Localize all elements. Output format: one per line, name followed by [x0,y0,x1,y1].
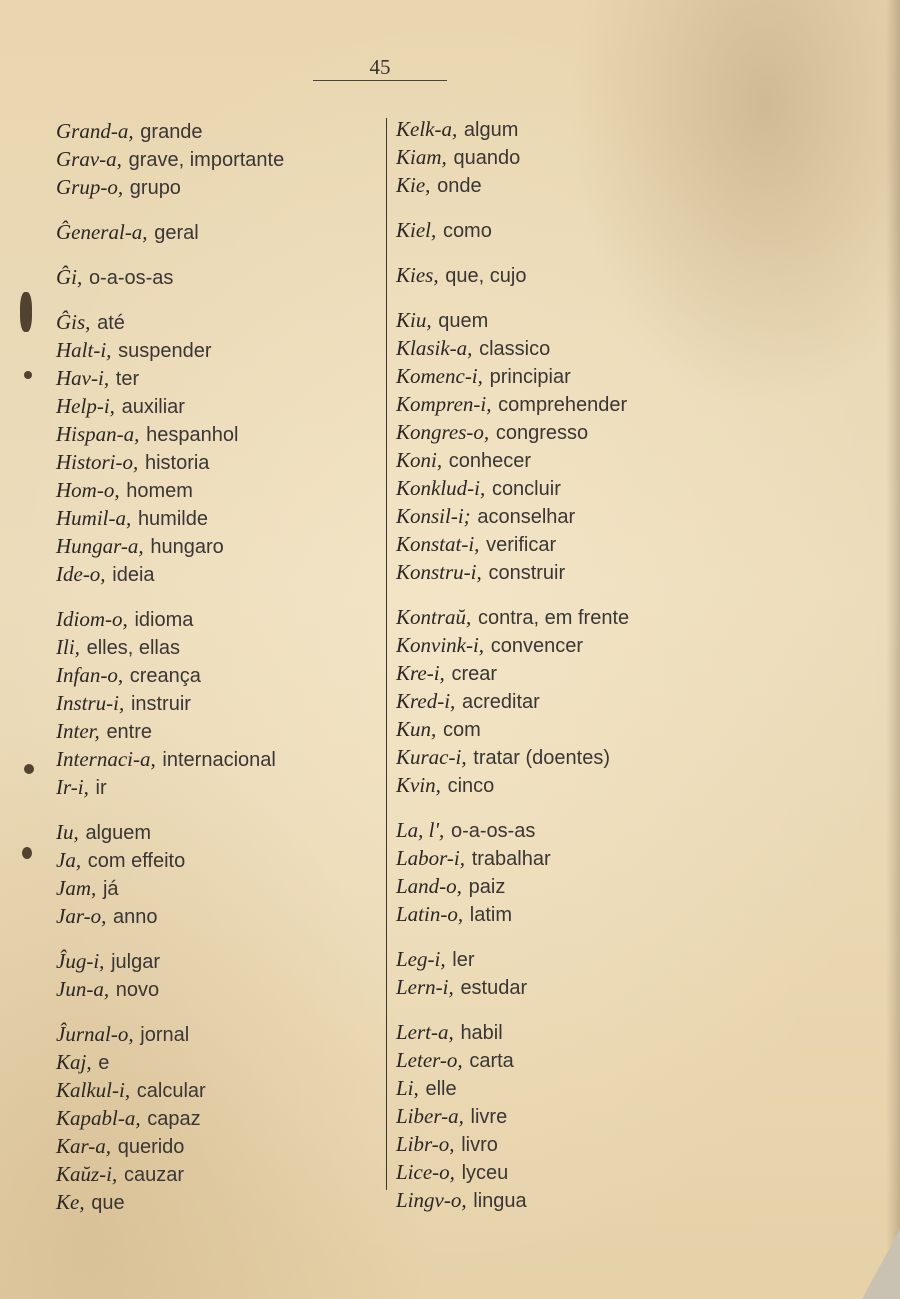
entry-term: Iu, [56,820,79,844]
dictionary-entry [56,661,376,689]
entry-gloss: acreditar [462,691,540,713]
entry-gloss: lingua [473,1190,527,1212]
entry-term: Hispan-a, [56,422,140,446]
dictionary-entry [396,171,716,199]
dictionary-entry [56,773,376,801]
dictionary-entry [56,717,376,745]
entry-term: Hav-i, [56,366,110,390]
entry-term: Kies, [396,263,439,287]
entry-term: Instru-i, [56,691,125,715]
dictionary-entry [56,420,376,448]
entry-term: Ir-i, [56,775,89,799]
entry-gloss: congresso [495,422,589,444]
dictionary-entry [56,902,376,930]
dictionary-entry [56,1104,376,1132]
entry-gloss: que, cujo [445,265,527,287]
dictionary-entry [56,117,376,145]
dictionary-entry [56,1160,376,1188]
entry-gloss: até [97,312,125,334]
entry-term: Hom-o, [56,478,120,502]
entry-term: Hungar-a, [56,534,144,558]
entry-gloss: como [442,220,492,242]
entry-gloss: concluir [491,478,561,500]
entry-gloss: julgar [111,951,161,973]
entry-gloss: geral [154,222,199,244]
dictionary-entry [56,392,376,420]
dictionary-entry [56,448,376,476]
left-column [56,117,376,1216]
entry-term: Kompren-i, [396,392,492,416]
entry-term: Labor-i, [396,846,466,870]
dictionary-entry [396,631,716,659]
dictionary-entry [396,1046,716,1074]
entry-gloss: quando [453,147,521,169]
dictionary-entry [396,334,716,362]
entry-term: Klasik-a, [396,336,473,360]
dictionary-entry [56,532,376,560]
dictionary-entry [56,218,376,246]
entry-gloss: cinco [447,775,495,797]
dictionary-entry [56,689,376,717]
entry-gloss: crear [451,663,498,685]
entry-term: Land-o, [396,874,462,898]
entry-term: Konvink-i, [396,633,485,657]
entry-term: Kaj, [56,1050,92,1074]
entry-term: La, l', [396,818,445,842]
entry-gloss: conhecer [448,450,532,472]
entry-term: Ĵug-i, [56,949,105,973]
dictionary-entry [396,115,716,143]
entry-gloss: jornal [140,1024,190,1046]
entry-gloss: lyceu [461,1162,509,1184]
entry-term: Kaŭz-i, [56,1162,118,1186]
dictionary-entry [56,605,376,633]
entry-gloss: convencer [490,635,584,657]
entry-gloss: trabalhar [471,848,551,870]
column-divider [386,118,387,1190]
entry-gloss: alguem [85,822,152,844]
entry-term: Lert-a, [396,1020,454,1044]
dictionary-entry [56,173,376,201]
entry-term: Konsil-i; [396,504,471,528]
entry-term: Komenc-i, [396,364,483,388]
entry-gloss: que [91,1192,125,1214]
dictionary-entry [396,1018,716,1046]
entry-gloss: paiz [468,876,506,898]
entry-gloss: livro [461,1134,498,1156]
entry-gloss: internacional [162,749,276,771]
entry-term: Ĝis, [56,310,91,334]
entry-gloss: grande [140,121,203,143]
header-rule [313,80,447,81]
dictionary-entry [396,1158,716,1186]
entry-term: Help-i, [56,394,115,418]
dictionary-entry [56,560,376,588]
entry-gloss: onde [437,175,482,197]
dictionary-entry [396,502,716,530]
entry-gloss: humilde [137,508,208,530]
dictionary-entry [56,874,376,902]
entry-gloss: contra, em frente [477,607,630,629]
dictionary-entry [396,945,716,973]
entry-term: Kar-a, [56,1134,112,1158]
entry-term: Inter, [56,719,100,743]
dictionary-entry [56,145,376,173]
dictionary-entry [396,1186,716,1214]
dictionary-entry [56,975,376,1003]
dictionary-entry [56,818,376,846]
entry-gloss: anno [113,906,158,928]
entry-gloss: grupo [129,177,181,199]
entry-term: Kiu, [396,308,432,332]
entry-term: Kiam, [396,145,447,169]
entry-term: Lingv-o, [396,1188,467,1212]
dictionary-entry [56,1048,376,1076]
entry-gloss: com [442,719,481,741]
entry-gloss: quem [438,310,489,332]
dictionary-entry [396,216,716,244]
entry-gloss: carta [469,1050,514,1072]
dictionary-entry [396,816,716,844]
entry-gloss: elle [425,1078,457,1100]
dictionary-entry [396,1130,716,1158]
entry-term: Konstat-i, [396,532,480,556]
entry-gloss: com effeito [87,850,186,872]
entry-term: Grand-a, [56,119,134,143]
dictionary-entry [396,687,716,715]
dictionary-entry [56,336,376,364]
entry-term: Latin-o, [396,902,464,926]
torn-corner [862,1229,900,1299]
dictionary-entry [56,1020,376,1048]
entry-term: Ja, [56,848,82,872]
entry-term: Koni, [396,448,443,472]
dictionary-entry [396,306,716,334]
entry-term: Grav-a, [56,147,122,171]
entry-gloss: principiar [489,366,571,388]
ink-stain [24,764,34,774]
dictionary-entry [396,715,716,743]
entry-gloss: algum [463,119,519,141]
dictionary-entry [396,743,716,771]
entry-gloss: homem [126,480,193,502]
entry-term: Jun-a, [56,977,110,1001]
entry-gloss: o-a-os-as [88,267,174,289]
entry-gloss: o-a-os-as [450,820,536,842]
entry-gloss: classico [479,338,551,360]
dictionary-entry [396,659,716,687]
entry-gloss: instruir [130,693,191,715]
entry-gloss: historia [144,452,210,474]
right-column [396,115,716,1214]
entry-gloss: comprehender [498,394,628,416]
entry-term: Humil-a, [56,506,132,530]
dictionary-entry [396,603,716,631]
entry-term: Histori-o, [56,450,139,474]
entry-gloss: tratar (doentes) [473,747,610,769]
dictionary-entry [396,973,716,1001]
entry-term: Lice-o, [396,1160,455,1184]
dictionary-entry [396,474,716,502]
dictionary-entry [56,308,376,336]
entry-term: Kun, [396,717,437,741]
dictionary-entry [396,530,716,558]
entry-term: Idiom-o, [56,607,128,631]
entry-gloss: estudar [460,977,528,999]
entry-term: Infan-o, [56,663,124,687]
entry-gloss: querido [117,1136,185,1158]
entry-gloss: ideia [112,564,155,586]
entry-term: Leg-i, [396,947,446,971]
entry-term: Kre-i, [396,661,445,685]
page-number: 45 [369,55,391,79]
dictionary-entry [396,261,716,289]
entry-term: Ide-o, [56,562,106,586]
dictionary-entry [396,362,716,390]
entry-term: Kie, [396,173,431,197]
entry-gloss: capaz [147,1108,201,1130]
entry-term: Kred-i, [396,689,456,713]
entry-term: Halt-i, [56,338,112,362]
entry-gloss: hungaro [150,536,224,558]
ink-stain [22,847,32,859]
dictionary-entry [396,446,716,474]
entry-term: Ili, [56,635,80,659]
entry-gloss: verificar [486,534,557,556]
entry-gloss: aconselhar [477,506,576,528]
ink-stain [24,371,32,379]
dictionary-entry [396,558,716,586]
dictionary-entry [56,846,376,874]
entry-term: Leter-o, [396,1048,463,1072]
dictionary-entry [396,872,716,900]
dictionary-entry [56,1076,376,1104]
entry-gloss: novo [115,979,160,1001]
entry-term: Kurac-i, [396,745,467,769]
entry-term: Liber-a, [396,1104,464,1128]
entry-gloss: e [98,1052,110,1074]
dictionary-entry [56,633,376,661]
entry-gloss: hespanhol [146,424,239,446]
entry-term: Konklud-i, [396,476,486,500]
entry-gloss: auxiliar [121,396,185,418]
entry-gloss: já [102,878,119,900]
entry-term: Kongres-o, [396,420,490,444]
dictionary-entry [56,947,376,975]
entry-term: Jam, [56,876,97,900]
dictionary-entry [396,1102,716,1130]
entry-gloss: idioma [134,609,194,631]
entry-gloss: cauzar [123,1164,184,1186]
entry-term: Ĵurnal-o, [56,1022,134,1046]
entry-term: Kvin, [396,773,441,797]
entry-gloss: latim [469,904,513,926]
entry-term: Lern-i, [396,975,454,999]
entry-term: Kapabl-a, [56,1106,141,1130]
page-edge-shadow [886,0,900,1299]
dictionary-entry [56,1188,376,1216]
entry-term: Konstru-i, [396,560,482,584]
entry-gloss: habil [460,1022,503,1044]
entry-gloss: entre [106,721,153,743]
entry-gloss: suspender [118,340,212,362]
entry-gloss: elles, ellas [86,637,180,659]
dictionary-entry [56,1132,376,1160]
entry-gloss: livre [470,1106,508,1128]
dictionary-entry [56,364,376,392]
entry-gloss: ter [115,368,140,390]
entry-term: Kontraŭ, [396,605,472,629]
entry-gloss: calcular [136,1080,206,1102]
entry-term: Ke, [56,1190,85,1214]
dictionary-entry [396,418,716,446]
entry-term: Li, [396,1076,419,1100]
dictionary-entry [56,476,376,504]
entry-term: Libr-o, [396,1132,455,1156]
entry-gloss: creança [129,665,201,687]
dictionary-entry [396,390,716,418]
dictionary-entry [396,844,716,872]
entry-term: Grup-o, [56,175,124,199]
dictionary-entry [396,900,716,928]
entry-gloss: construir [488,562,566,584]
dictionary-entry [396,143,716,171]
dictionary-entry [56,504,376,532]
ink-stain [20,292,32,332]
entry-gloss: ir [95,777,107,799]
dictionary-entry [396,1074,716,1102]
entry-term: Kelk-a, [396,117,458,141]
entry-term: Jar-o, [56,904,107,928]
entry-term: Kiel, [396,218,437,242]
entry-gloss: grave, importante [128,149,285,171]
dictionary-entry [56,263,376,291]
entry-term: Ĝi, [56,265,83,289]
entry-gloss: ler [452,949,475,971]
dictionary-entry [56,745,376,773]
entry-term: Internaci-a, [56,747,156,771]
dictionary-entry [396,771,716,799]
entry-term: Ĝeneral-a, [56,220,148,244]
entry-term: Kalkul-i, [56,1078,131,1102]
